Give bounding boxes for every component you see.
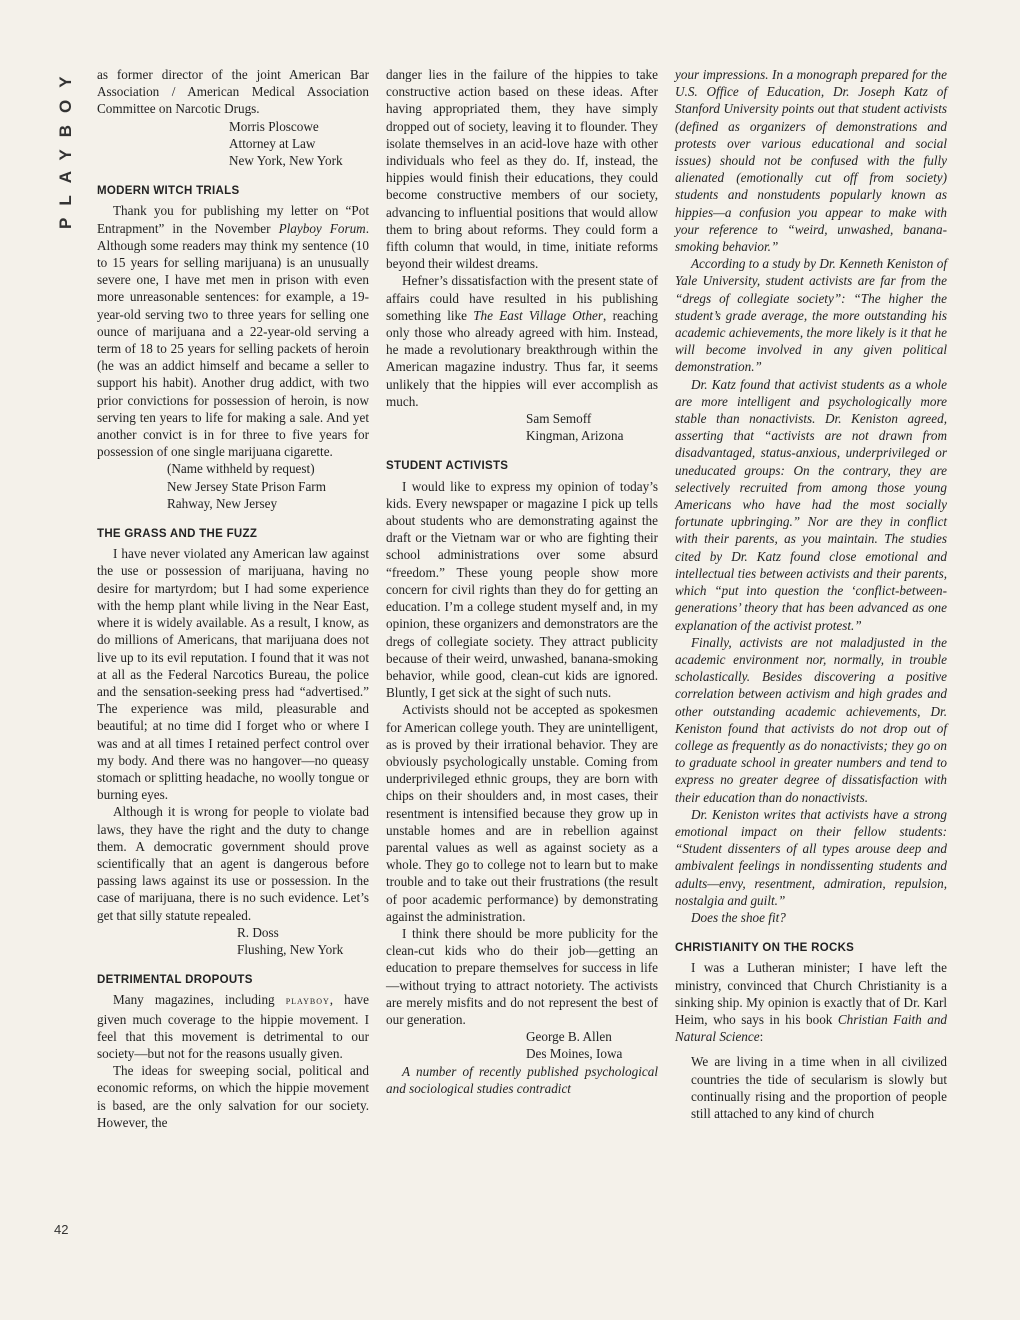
signature-line: Attorney at Law bbox=[229, 135, 316, 151]
paragraph bbox=[97, 991, 369, 1062]
editor-reply: A number of recently published psychological and sociological studies contradict bbox=[386, 1063, 658, 1096]
brand-vertical: PLAYBOY bbox=[56, 64, 75, 230]
paragraph bbox=[97, 202, 369, 460]
section-heading: THE GRASS AND THE FUZZ bbox=[97, 528, 258, 541]
signature-name: Morris Ploscowe bbox=[229, 118, 319, 134]
signature-name: Sam Semoff bbox=[526, 411, 592, 427]
section-heading: MODERN WITCH TRIALS bbox=[97, 185, 240, 198]
editor-reply: your impressions. In a monograph prepared for the U.S. Office of Education, Dr. Joseph Katz of Stanford University points out that student activists (defined as organizers of demonstrations and protests over various educational and social issues) should not be confused with the fully alienated (emotionally cut off from society) students and nonstudents popularly known as hippies—a confusion you appear to make with your reference to “weird, unwashed, banana-smoking behavior.” bbox=[675, 67, 947, 255]
text-run: . Although some readers may think my sentence (10 to 15 years for selling marijuana) is an unusually severe one, I have met men in prison with even more unreasonable sentences: for example, a 19-year-old serving two to three years for selling one ounce of marijuana and a 22-year-old serving a term of 18 to 25 years for selling packets of heroin (he was an addict himself and became a seller to support his habit). Another drug addict, with two prior convictions for possession of heroin, is now serving ten years to life for making a sale. And yet another convict is in for three to five years for possession of one single marijuana cigarette. bbox=[97, 220, 370, 460]
text-run: : bbox=[759, 1029, 764, 1045]
signature bbox=[97, 460, 369, 512]
text-run: Hefner’s dissatisfaction with the present state of affairs could have resulted in his publishing something like bbox=[386, 273, 658, 323]
paragraph: I have never violated any American law against the use or possession of marijuana, having no desire for martyrdom; but I had some experience with the hemp plant while living in the Near East, where it is widely available. As a result, I know, as do millions of Americans, that marijuana does not live up to its evil reputation. I found that it was not at all as the Federal Narcotics Bureau, the police and the sensation-seeking press had “advertised.” The experience was mild, pleasurable and beautiful; at no time did I forget who or where I was and at all times I retained perfect control over my body. And there was no hangover—no queasy stomach or splitting headache, no woolly tongue or burning eyes. bbox=[97, 546, 369, 803]
paragraph: danger lies in the failure of the hippies to take constructive action based on these ideas. After having appropriated them, they have simply dropped out of society, leaving it to flounder. They isolate themselves in an acid-love haze with other individuals who feel as they do. If, instead, the hippies would finish their educations, they could become constructive members of our society, advancing to influential positions that would allow them to bring about reforms. They could form a fifth column that would, in time, initiate reforms beyond their wildest dreams. bbox=[386, 67, 658, 272]
column-3 bbox=[675, 66, 947, 1122]
signature-location: Flushing, New York bbox=[237, 941, 344, 957]
signature-location: New York, New York bbox=[229, 153, 343, 169]
text-run: Thank you for publishing my letter on “Pot Entrapment” in the November bbox=[97, 203, 369, 236]
text-run: , reaching only those who already agreed with him. Instead, he made a revolutionary breakthrough within the American magazine industry. Thus far, it seems unlikely that the hippies will ever accomplish as much. bbox=[386, 307, 658, 409]
editor-reply: Finally, activists are not maladjusted in the academic environment nor, normally, in trouble scholastically. Besides discovering a positive correlation between activism and high grades and other outstanding academic achievements, Dr. Keniston found that activists do not drop out of college as frequently as do nonactivists; they go on to graduate school in greater numbers and tend to express no greater degree of dissatisfaction with their education than do nonactivists. bbox=[675, 634, 947, 805]
italic-run: The East Village Other bbox=[473, 307, 604, 323]
signature bbox=[386, 410, 658, 444]
block-quote bbox=[675, 1053, 947, 1122]
text-run: Many magazines, including bbox=[113, 992, 286, 1008]
editor-reply: Dr. Katz found that activist students as a whole are more intelligent and psychologically more stable than nonactivists. Dr. Keniston agreed, asserting that “activists are not drawn from disadvantaged, status-anxious, underprivileged or uneducated groups: On the contrary, they are selectively recruited from among those young Americans who have had the most socially fortunate upbringing.” Nor are they in conflict with their parents, as you maintain. The studies cited by Dr. Katz found close emotional and intellectual ties between activists and their parents, which “put into question the ‘conflict-between-generations’ theory that has been advanced as one explanation of the activist protest.” bbox=[675, 376, 947, 633]
signature-location: Des Moines, Iowa bbox=[526, 1046, 623, 1062]
signature-name: George B. Allen bbox=[526, 1029, 612, 1045]
text-run: I was a Lutheran minister; I have left the ministry, convinced that Church Christianity is a sinking ship. My opinion is exactly that of Dr. Karl Heim, who says in his book bbox=[675, 960, 947, 1027]
quote-text: We are living in a time when in all civilized countries the tide of secularism is slowly but continually rising and the proportion of people still attached to any kind of church bbox=[691, 1054, 947, 1121]
italic-run: Christian Faith and Natural Science bbox=[675, 1011, 948, 1045]
editor-reply: According to a study by Dr. Kenneth Keniston of Yale University, student activists are far from the “dregs of collegiate society”: “The higher the student’s grade average, the more outstanding his academic achievements, the more likely is it that he will become involved in any given political demonstration.” bbox=[675, 256, 947, 375]
page-number: 42 bbox=[54, 1222, 69, 1237]
paragraph: Activists should not be accepted as spokesmen for American college youth. They are unintelligent, as is proved by their irrational behavior. They are obviously psychologically unstable. Coming from underprivileged ethnic groups, they are born with chips on their shoulders and, in most cases, their resentment is intensified because they grow up in unstable homes and are in rebellion against parental values as well as against society as a whole. They go to college not to learn but to make trouble and to take out their frustrations (the result of poor academic performance) by demonstrating against the administration. bbox=[386, 702, 658, 924]
paragraph: Although it is wrong for people to violate bad laws, they have the right and the duty to change them. A democratic government should prove scientifically that an agent is dangerous before passing laws against its use or possession. In the case of marijuana, there is no such evidence. Let’s get that silly statute repealed. bbox=[97, 804, 369, 923]
paragraph: as former director of the joint American Bar Association / American Medical Association Committee on Narcotic Drugs. bbox=[97, 67, 369, 117]
paragraph bbox=[386, 272, 658, 410]
paragraph: I think there should be more publicity for the clean-cut kids who do their job—getting an education to prepare themselves for success in life—without trying to attract notoriety. The activists are merely misfits and do not represent the best of our generation. bbox=[386, 925, 658, 1027]
small-caps-run: playboy bbox=[285, 995, 330, 1008]
signature bbox=[97, 118, 369, 170]
paragraph: I would like to express my opinion of today’s kids. Every newspaper or magazine I pick up tells about students who are demonstrating against the draft or the Vietnam war or who are fighting their school administrations over some absurd “freedom.” These young people show more concern for civil rights than they do for getting an education. I’m a college student myself and, in my opinion, these organizers and demonstrators are the dregs of collegiate society. They attract publicity because of their weird, unwashed, banana-smoking behavior, while good, clean-cut kids are ignored. Bluntly, I get sick at the sight of such nuts. bbox=[386, 478, 658, 701]
signature-location: Kingman, Arizona bbox=[526, 428, 624, 444]
column-1 bbox=[97, 66, 369, 1131]
signature-line: New Jersey State Prison Farm bbox=[167, 478, 326, 494]
signature-name: (Name withheld by request) bbox=[167, 461, 315, 477]
section-heading: CHRISTIANITY ON THE ROCKS bbox=[675, 942, 855, 955]
editor-reply: Dr. Keniston writes that activists have a strong emotional impact on their fellow students: “Student dissenters of all types arouse deep and ambivalent feelings in nondissenting students and adults—envy, resentment, admiration, repulsion, nostalgia and guilt.” bbox=[675, 806, 947, 908]
italic-run: Playboy Forum bbox=[278, 220, 366, 236]
signature bbox=[97, 924, 369, 958]
signature-name: R. Doss bbox=[237, 924, 279, 940]
editor-reply: Does the shoe fit? bbox=[691, 909, 786, 925]
section-heading: DETRIMENTAL DROPOUTS bbox=[97, 974, 253, 987]
text-run: , have given much coverage to the hippie movement. I feel that this movement is detrimental to our society—but not for the reasons usually given. bbox=[97, 992, 369, 1061]
paragraph: The ideas for sweeping social, political and economic reforms, on which the hippie movement is based, are the only salvation for our society. However, the bbox=[97, 1063, 369, 1130]
paragraph bbox=[675, 959, 947, 1045]
signature-location: Rahway, New Jersey bbox=[167, 495, 278, 511]
section-heading: STUDENT ACTIVISTS bbox=[386, 460, 509, 473]
column-2 bbox=[386, 66, 658, 1097]
signature bbox=[386, 1028, 658, 1062]
